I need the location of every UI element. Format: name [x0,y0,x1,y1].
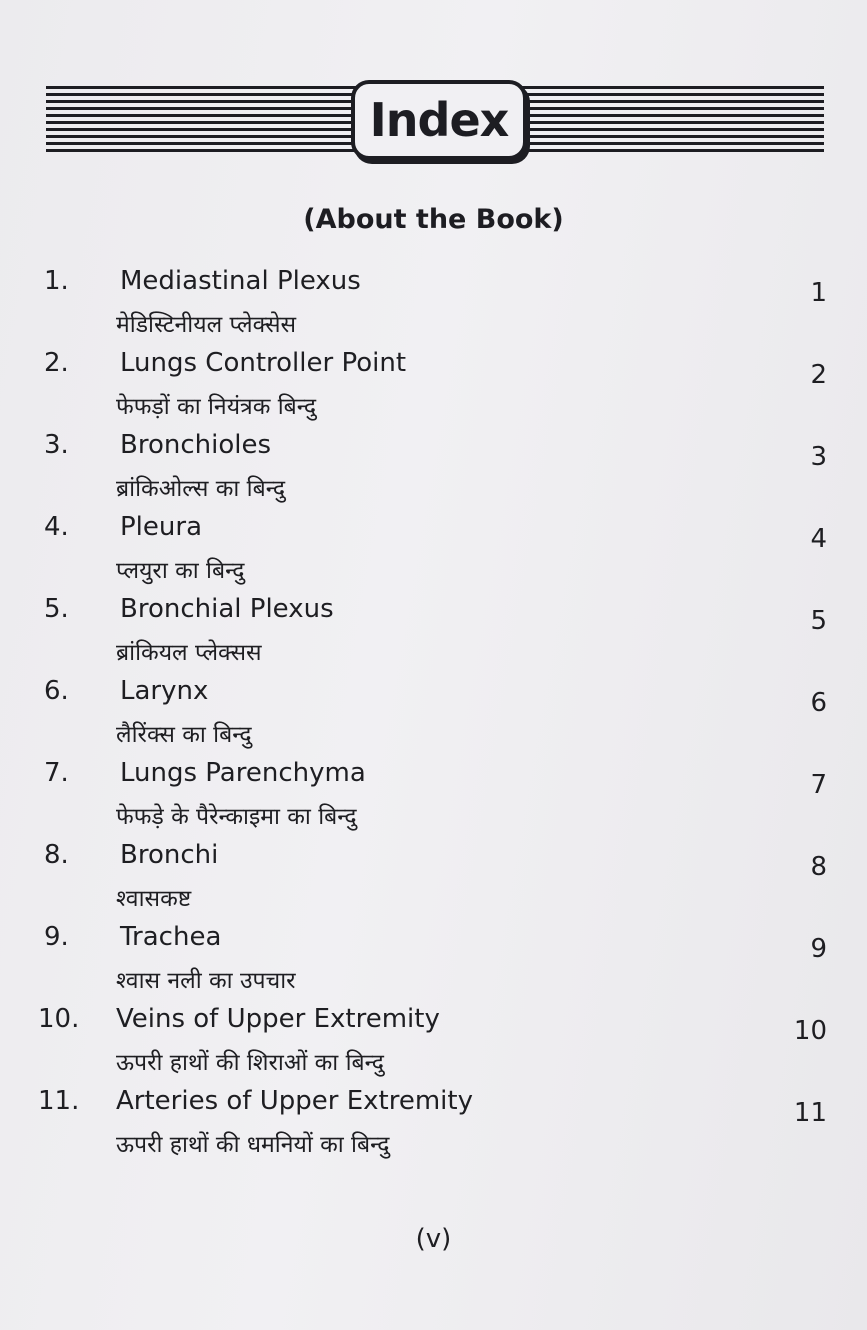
entry-title-hindi: ब्रांकियल प्लेक्सस [116,640,262,666]
page-title: Index [369,93,509,147]
index-entry [0,836,867,918]
entry-title-hindi: लैरिंक्स का बिन्दु [116,722,252,748]
entry-number: 10. [38,1004,80,1034]
index-entry [0,590,867,672]
entry-number: 3. [44,430,69,460]
index-title-box [351,80,527,160]
entry-page-number: 1 [810,278,827,308]
entry-title-hindi: ऊपरी हाथों की शिराओं का बिन्दु [116,1050,384,1076]
index-entry [0,344,867,426]
entry-title-hindi: श्वासकष्ट [116,886,192,912]
entry-page-number: 9 [810,934,827,964]
entry-title-english: Veins of Upper Extremity [116,1004,440,1034]
index-entry [0,754,867,836]
index-banner [46,80,824,158]
index-entry [0,508,867,590]
entry-title-english: Bronchi [120,840,219,870]
entry-title-hindi: फेफड़ों का नियंत्रक बिन्दु [116,394,317,420]
entry-page-number: 11 [793,1098,827,1128]
entry-number: 5. [44,594,69,624]
entry-page-number: 4 [810,524,827,554]
index-entry [0,262,867,344]
entry-title-hindi: श्वास नली का उपचार [116,968,296,994]
index-entry [0,672,867,754]
banner-rules-left [46,86,356,152]
entry-number: 11. [38,1086,80,1116]
entry-title-hindi: मेडिस्टिनीयल प्लेक्सेस [116,312,297,338]
banner-rules-right [514,86,824,152]
entry-title-english: Bronchioles [120,430,272,460]
entry-title-english: Arteries of Upper Extremity [116,1086,473,1116]
entry-number: 8. [44,840,69,870]
entry-title-english: Bronchial Plexus [120,594,334,624]
entry-page-number: 2 [810,360,827,390]
entry-title-english: Larynx [120,676,209,706]
index-entry [0,1000,867,1082]
entry-page-number: 8 [810,852,827,882]
entry-title-hindi: ब्रांकिओल्स का बिन्दु [116,476,286,502]
index-entry [0,918,867,1000]
entry-page-number: 7 [810,770,827,800]
entry-title-english: Pleura [120,512,202,542]
entry-title-english: Lungs Parenchyma [120,758,366,788]
entry-page-number: 3 [810,442,827,472]
entry-number: 2. [44,348,69,378]
entry-number: 4. [44,512,69,542]
entry-number: 9. [44,922,69,952]
entry-title-english: Trachea [120,922,222,952]
page-subtitle: (About the Book) [303,204,564,235]
entry-page-number: 5 [810,606,827,636]
entry-title-hindi: फेफड़े के पैरेन्काइमा का बिन्दु [116,804,357,830]
index-entry [0,1082,867,1164]
entry-title-english: Mediastinal Plexus [120,266,361,296]
entry-number: 1. [44,266,69,296]
index-list [0,262,867,1164]
entry-page-number: 10 [793,1016,827,1046]
entry-number: 7. [44,758,69,788]
index-entry [0,426,867,508]
entry-page-number: 6 [810,688,827,718]
entry-number: 6. [44,676,69,706]
entry-title-hindi: प्लयुरा का बिन्दु [116,558,245,584]
page-number-footer: (v) [415,1224,452,1254]
entry-title-english: Lungs Controller Point [120,348,407,378]
entry-title-hindi: ऊपरी हाथों की धमनियों का बिन्दु [116,1132,390,1158]
